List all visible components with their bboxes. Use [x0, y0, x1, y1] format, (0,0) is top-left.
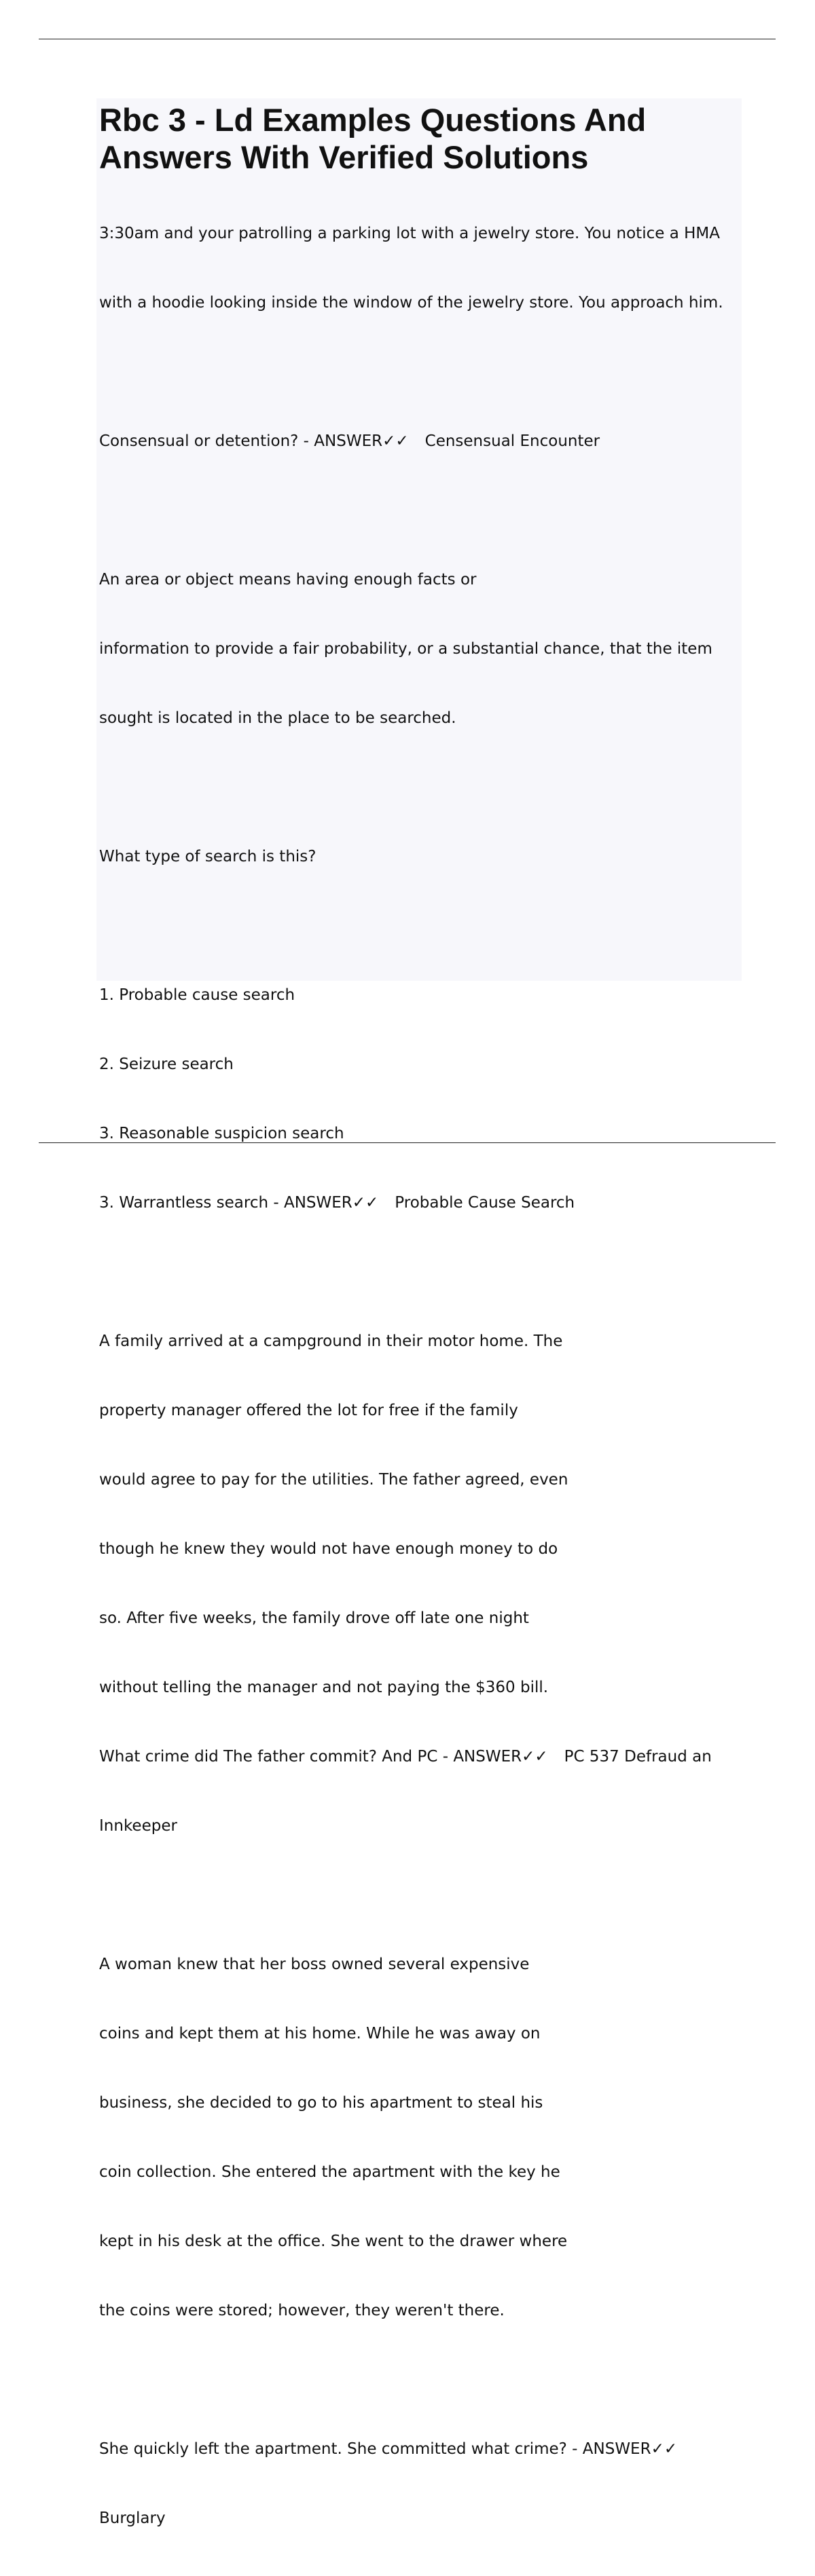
question-4-answer: Burglary	[99, 2509, 166, 2527]
question-1-text: Consensual or detention? - ANSWER✓✓	[99, 432, 409, 450]
question-3-text: What crime did The father commit? And PC - ANSWER✓✓	[99, 1748, 548, 1766]
question-2-line: information to provide a fair probability, or a substantial chance, that the item	[99, 640, 712, 658]
question-3-line: A family arrived at a campground in their motor home. The	[99, 1332, 563, 1350]
question-3	[99, 1284, 739, 1884]
question-2	[99, 522, 739, 776]
option-item: 2. Seizure search	[99, 1056, 234, 1073]
question-2-answer: Probable Cause Search	[395, 1194, 575, 1212]
question-3-line: property manager offered the lot for free if the family	[99, 1402, 518, 1419]
question-4-line: the coins were stored; however, they weren't there.	[99, 2302, 505, 2319]
question-3-line: so. After five weeks, the family drove off late one night	[99, 1609, 529, 1627]
question-2-line: sought is located in the place to be searched.	[99, 709, 456, 727]
question-4-line: A woman knew that her boss owned several expensive	[99, 1956, 530, 1973]
question-4-text: She quickly left the apartment. She committed what crime? - ANSWER✓✓	[99, 2440, 678, 2458]
option-item: 3. Reasonable suspicion search	[99, 1125, 344, 1142]
question-3-line: though he knew they would not have enough money to do	[99, 1540, 558, 1558]
question-3-line: without telling the manager and not paying the $360 bill.	[99, 1679, 549, 1696]
intro-line: 3:30am and your patrolling a parking lot with a jewelry store. You notice a HMA	[99, 225, 720, 242]
document-body	[96, 98, 742, 2527]
question-2-options	[99, 937, 739, 1261]
question-3-answer: PC 537 Defraud an	[564, 1748, 712, 1766]
page-title	[99, 98, 739, 176]
question-3-line: would agree to pay for the utilities. The father agreed, even	[99, 1471, 568, 1489]
question-4-line: kept in his desk at the office. She went to the drawer where	[99, 2233, 568, 2250]
question-2-line: An area or object means having enough facts or	[99, 571, 477, 589]
title-line-1: Rbc 3 - Ld Examples Questions And	[99, 102, 647, 138]
question-3-answer-cont: Innkeeper	[99, 1817, 177, 1835]
question-4-line: coin collection. She entered the apartment with the key he	[99, 2163, 560, 2181]
intro-line: with a hoodie looking inside the window of the jewelry store. You approach him.	[99, 294, 723, 312]
question-1-answer: Censensual Encounter	[424, 432, 600, 450]
question-4-line: business, she decided to go to his apartment to steal his	[99, 2094, 543, 2112]
question-1	[99, 384, 739, 499]
intro-paragraph	[99, 176, 739, 360]
option-item: 3. Warrantless search - ANSWER✓✓	[99, 1194, 379, 1212]
question-4-line: coins and kept them at his home. While he was away on	[99, 2025, 541, 2042]
question-4	[99, 1907, 739, 2368]
title-line-2: Answers With Verified Solutions	[99, 139, 589, 175]
option-item: 1. Probable cause search	[99, 986, 295, 1004]
question-2-prompt: What type of search is this?	[99, 848, 316, 865]
bottom-rule	[39, 1142, 776, 1143]
